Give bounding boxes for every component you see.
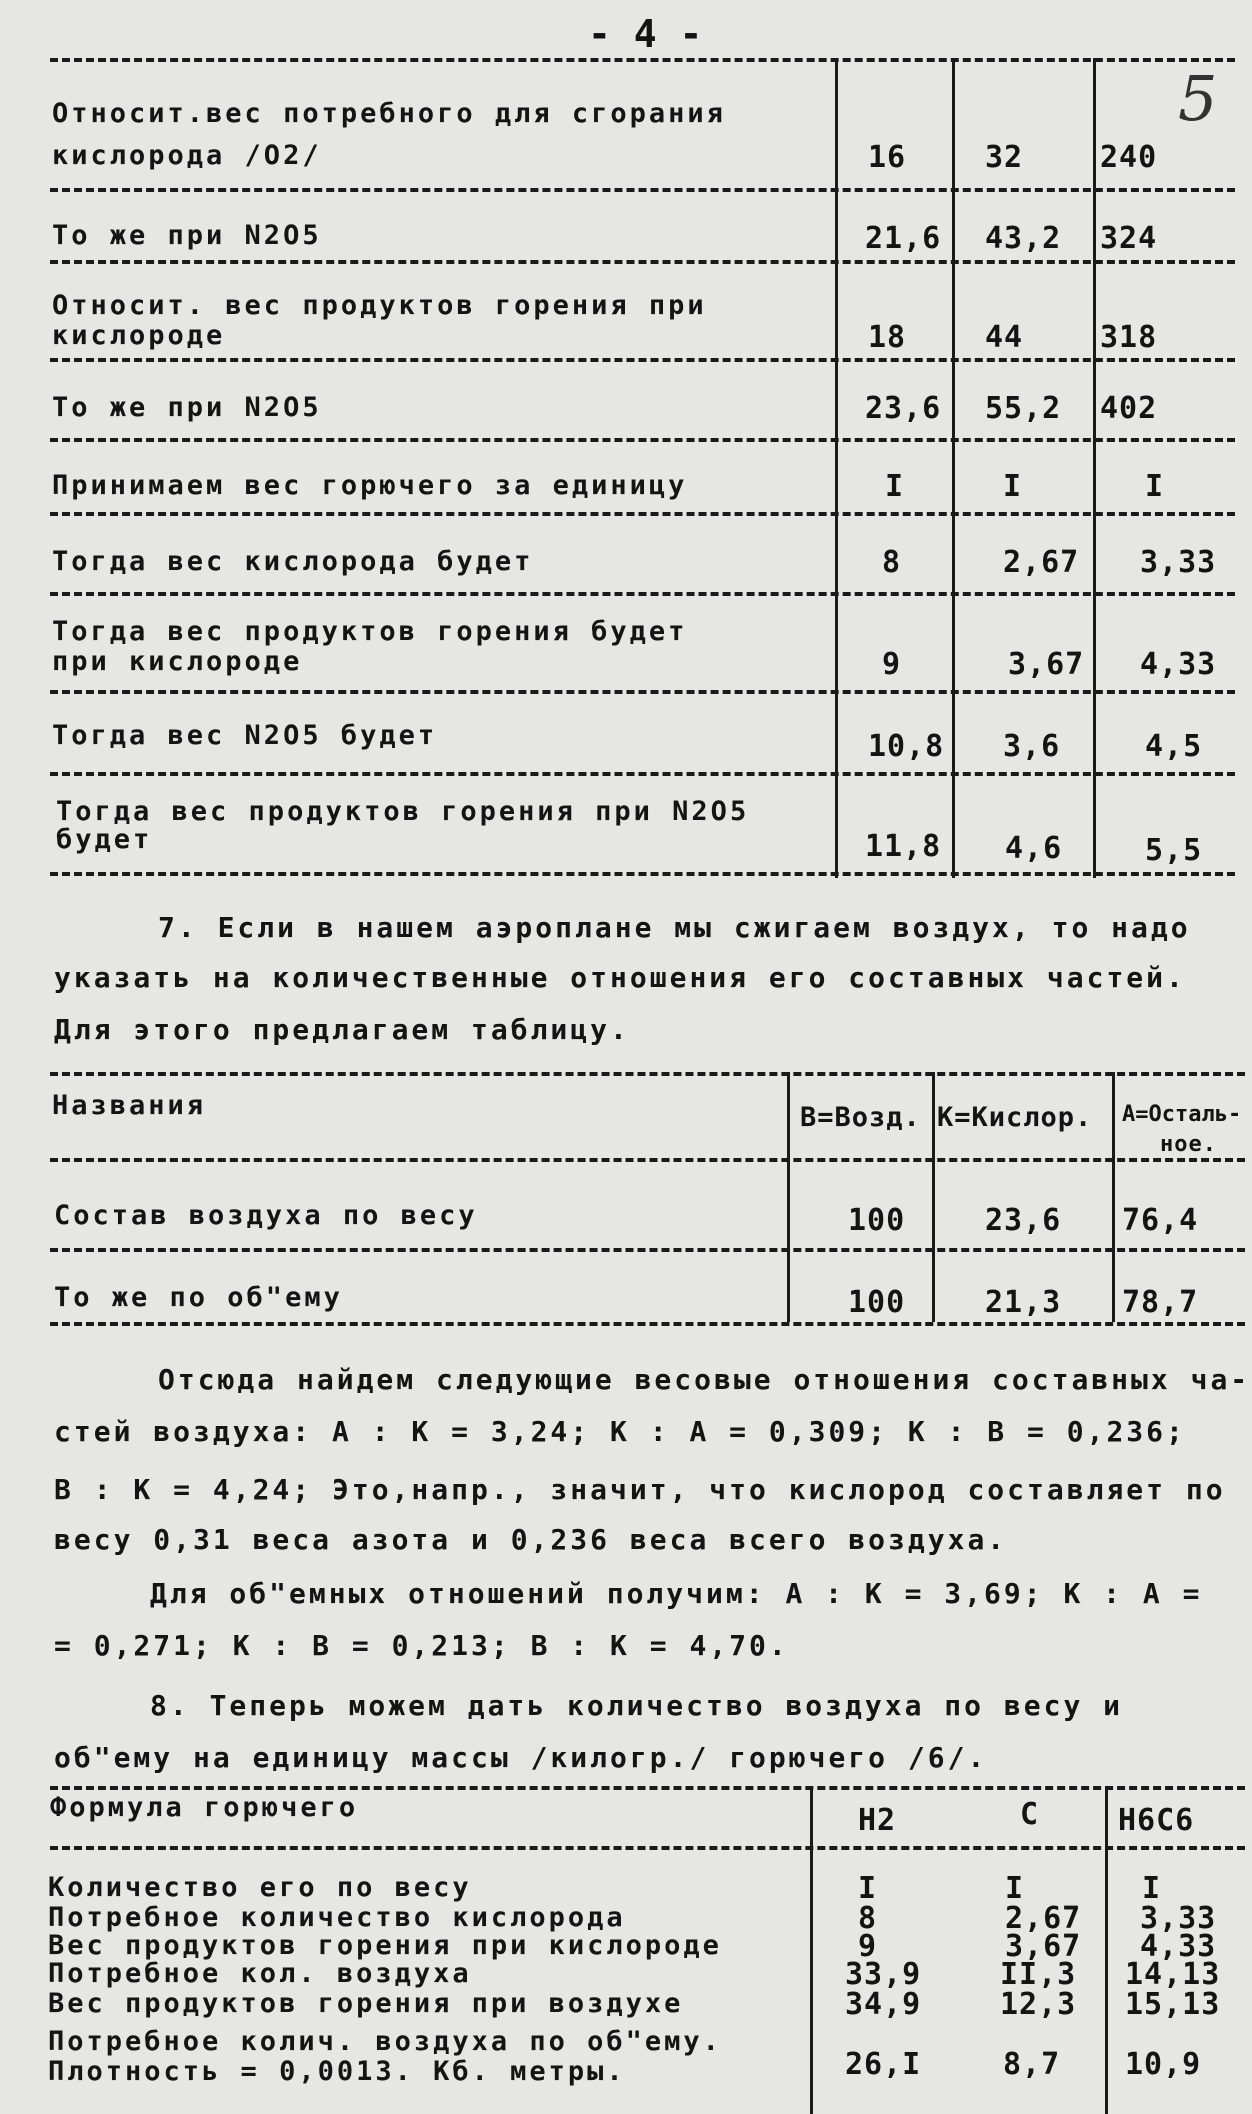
cell-value: I: [858, 1871, 878, 1906]
text-line: = 0,271; К : В = 0,213; В : К = 4,70.: [54, 1629, 789, 1662]
column-divider: [932, 1072, 935, 1322]
row-label: Тогда вес продуктов горения будет: [52, 616, 688, 647]
cell-value: 324: [1100, 221, 1158, 256]
column-header-formula: Формула горючего: [50, 1792, 359, 1823]
cell-value: I: [1003, 469, 1023, 504]
cell-value: 33,9: [845, 1957, 922, 1992]
table-rule: [50, 1072, 1245, 1076]
cell-value: 55,2: [985, 391, 1062, 426]
row-label: Потребное кол. воздуха: [48, 1958, 472, 1989]
column-header-oxygen: К=Кислор.: [937, 1102, 1093, 1133]
cell-value: 26,I: [845, 2047, 922, 2082]
cell-value: 8,7: [1003, 2047, 1061, 2082]
text-line: стей воздуха: А : К = 3,24; К : А = 0,309; К : В = 0,236;: [54, 1415, 1186, 1448]
cell-value: 12,3: [1000, 1987, 1077, 2022]
column-divider: [787, 1072, 790, 1322]
cell-value: 23,6: [865, 391, 942, 426]
column-divider: [1093, 58, 1096, 878]
row-label: Плотность = 0,0013. Кб. метры.: [48, 2056, 626, 2087]
column-header-h6c6: H6C6: [1118, 1803, 1195, 1838]
text-line: В : К = 4,24; Это,напр., значит, что кислород составляет по: [54, 1473, 1226, 1506]
cell-value: 15,13: [1125, 1987, 1221, 2022]
cell-value: 78,7: [1122, 1285, 1199, 1320]
table-rule: [50, 58, 1235, 62]
table-rule: [50, 690, 1235, 694]
cell-value: 4,33: [1140, 1929, 1217, 1964]
column-header-c: C: [1020, 1797, 1040, 1832]
cell-value: 76,4: [1122, 1203, 1199, 1238]
cell-value: 100: [848, 1203, 906, 1238]
table-rule: [50, 1322, 1245, 1326]
row-label: кислороде: [52, 320, 226, 351]
table-rule: [50, 872, 1235, 876]
cell-value: 3,6: [1003, 729, 1061, 764]
cell-value: 3,33: [1140, 1901, 1217, 1936]
cell-value: 4,33: [1140, 647, 1217, 682]
cell-value: I: [1142, 1871, 1162, 1906]
table-rule: [50, 592, 1235, 596]
row-label: Принимаем вес горючего за единицу: [52, 470, 688, 501]
cell-value: 32: [985, 140, 1024, 175]
cell-value: 2,67: [1005, 1901, 1082, 1936]
cell-value: 43,2: [985, 221, 1062, 256]
cell-value: 5,5: [1145, 833, 1203, 868]
table-rule: [50, 260, 1235, 264]
row-label: Состав воздуха по весу: [54, 1200, 478, 1231]
cell-value: I: [885, 469, 905, 504]
cell-value: 21,3: [985, 1285, 1062, 1320]
cell-value: 21,6: [865, 221, 942, 256]
row-label: Относит. вес продуктов горения при: [52, 290, 707, 321]
cell-value: 3,67: [1008, 647, 1085, 682]
column-divider: [1112, 1072, 1115, 1322]
table-rule: [50, 1158, 1245, 1162]
column-header-rest-cont: ное.: [1160, 1132, 1217, 1157]
row-label: Вес продуктов горения при воздухе: [48, 1988, 684, 2019]
table-rule: [50, 438, 1235, 442]
row-label: Количество его по весу: [48, 1872, 472, 1903]
row-label: Тогда вес кислорода будет: [52, 546, 534, 577]
column-divider: [1105, 1786, 1108, 2114]
row-label: То же при N2O5: [52, 220, 322, 251]
page-number: - 4 -: [588, 12, 703, 56]
column-header-air: В=Возд.: [800, 1102, 921, 1133]
cell-value: 10,9: [1125, 2047, 1202, 2082]
cell-value: 8: [858, 1901, 878, 1936]
text-line: 8. Теперь можем дать количество воздуха по весу и: [150, 1689, 1124, 1722]
cell-value: 16: [868, 140, 907, 175]
table-rule: [50, 1248, 1245, 1252]
text-line: об"ему на единицу массы /килогр./ горючего /6/.: [54, 1741, 988, 1774]
column-divider: [835, 58, 838, 878]
cell-value: 14,13: [1125, 1957, 1221, 1992]
text-line: указать на количественные отношения его составных частей.: [54, 961, 1186, 994]
table-rule: [50, 188, 1235, 192]
cell-value: I: [1145, 469, 1165, 504]
row-label: будет: [56, 824, 153, 855]
cell-value: 318: [1100, 320, 1158, 355]
cell-value: I: [1005, 1871, 1025, 1906]
cell-value: 9: [882, 647, 902, 682]
row-label: Вес продуктов горения при кислороде: [48, 1930, 722, 1961]
column-header-h2: H2: [858, 1803, 897, 1838]
cell-value: 100: [848, 1285, 906, 1320]
text-line: весу 0,31 веса азота и 0,236 веса всего воздуха.: [54, 1523, 1008, 1556]
table-rule: [50, 772, 1235, 776]
cell-value: 10,8: [868, 729, 945, 764]
text-line: Для об"емных отношений получим: А : К = 3,69; К : А =: [150, 1577, 1203, 1610]
cell-value: 8: [882, 545, 902, 580]
row-label: Относит.вес потребного для сгорания: [52, 98, 726, 129]
cell-value: 34,9: [845, 1987, 922, 2022]
row-label: кислорода /O2/: [52, 140, 322, 171]
column-header-rest: А=Осталь-: [1122, 1102, 1242, 1127]
text-line: Для этого предлагаем таблицу.: [54, 1013, 630, 1046]
cell-value: 18: [868, 320, 907, 355]
cell-value: 4,6: [1005, 831, 1063, 866]
text-line: 7. Если в нашем аэроплане мы сжигаем воздух, то надо: [158, 911, 1191, 944]
row-label: То же по об"ему: [54, 1282, 343, 1313]
cell-value: 44: [985, 320, 1024, 355]
cell-value: 3,33: [1140, 545, 1217, 580]
column-header-names: Названия: [52, 1090, 207, 1121]
cell-value: 240: [1100, 140, 1158, 175]
row-label: Тогда вес продуктов горения при N2O5: [56, 796, 750, 827]
table-rule: [50, 512, 1235, 516]
cell-value: 9: [858, 1929, 878, 1964]
table-rule: [50, 1846, 1245, 1850]
row-label: Потребное количество кислорода: [48, 1902, 626, 1933]
column-divider: [952, 58, 955, 878]
cell-value: 4,5: [1145, 729, 1203, 764]
table-rule: [50, 358, 1235, 362]
cell-value: II,3: [1000, 1957, 1077, 1992]
row-label: при кислороде: [52, 646, 303, 677]
cell-value: 402: [1100, 391, 1158, 426]
cell-value: 11,8: [865, 829, 942, 864]
cell-value: 3,67: [1005, 1929, 1082, 1964]
row-label: Тогда вес N2O5 будет: [52, 720, 438, 751]
row-label: То же при N2O5: [52, 392, 322, 423]
text-line: Отсюда найдем следующие весовые отношения составных ча-: [158, 1363, 1251, 1396]
row-label: Потребное колич. воздуха по об"ему.: [48, 2026, 722, 2057]
cell-value: 2,67: [1003, 545, 1080, 580]
column-divider: [810, 1786, 813, 2114]
table-rule: [50, 1786, 1245, 1790]
handwritten-margin-mark: 5: [1178, 62, 1218, 135]
cell-value: 23,6: [985, 1203, 1062, 1238]
